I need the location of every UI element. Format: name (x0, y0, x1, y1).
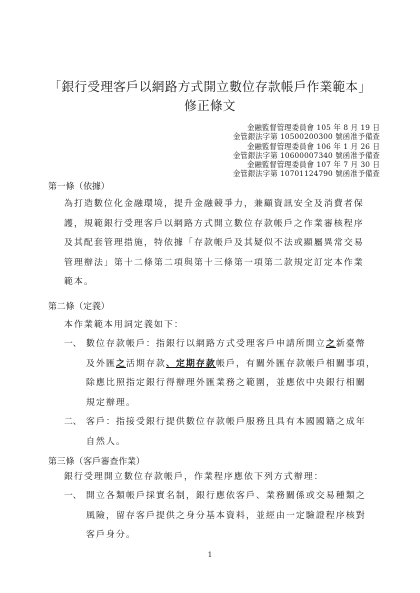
text-run: 新臺幣 (335, 339, 366, 349)
body-line: 及其配套管理措施，特依據「存款帳戶及其疑似不法或顯屬異常交易 (64, 238, 364, 248)
body-line: 範本。 (64, 277, 94, 287)
history-line: 金管銀法字第 10701124790 號函准予備查 (232, 169, 380, 179)
article-3-item-1 (86, 487, 366, 546)
history-line: 金管銀法字第 10500200300 號函准予備查 (232, 132, 380, 142)
document-title: 「銀行受理客戶以網路方式開立數位存款帳戶作業範本」 (48, 79, 372, 94)
article-1-heading: 第一條（依據） (48, 182, 110, 192)
body-line: 客戶身分。 (86, 530, 136, 540)
text-run: 活期存款 (126, 358, 166, 369)
body-line: 管理辦法」第十二條第二項與第十三條第一項第二款規定訂定本作業 (64, 257, 364, 268)
article-2-intro: 本作業範本用詞定義如下： (64, 320, 184, 330)
article-2-item-1 (86, 335, 376, 413)
document-subtitle: 修正條文 (184, 98, 236, 113)
article-2-heading: 第二條（定義） (48, 302, 110, 312)
history-line: 金管銀法字第 10600007340 號函准予備查 (232, 150, 380, 160)
history-line: 金融監督管理委員會 106 年 1 月 26 日 (247, 141, 380, 151)
text-run: 數位存款帳戶：指銀行以網路方式受理客戶申請所開立 (86, 339, 326, 349)
body-line: 除應比照指定銀行得辦理外匯業務之範圍，並應依中央銀行相關 (86, 378, 366, 388)
text-run: 帳戶，有關外匯存款帳戶相關事項， (216, 358, 376, 369)
body-line: 自然人。 (86, 436, 126, 447)
body-line (86, 335, 376, 355)
body-line: 為打造數位化金融環境，提升金融競爭力，兼顧資訊安全及消費者保 (64, 199, 364, 209)
amended-text: 、定期存款 (166, 358, 216, 369)
body-line: 規定辦理。 (86, 397, 136, 408)
article-2-item-2-number: 二、 (64, 417, 82, 427)
amended-text: 之 (116, 358, 126, 369)
article-3-item-1-number: 一、 (64, 491, 82, 501)
page-number: 1 (207, 551, 213, 559)
body-line: 護，規範銀行受理客戶以網路方式開立數位存款帳戶之作業審核程序 (64, 218, 364, 229)
history-line: 金融監督管理委員會 107 年 7 月 30 日 (247, 160, 380, 170)
approval-history (233, 123, 380, 179)
body-line: 客戶：指接受銀行提供數位存款帳戶服務且具有本國國籍之成年 (86, 417, 366, 427)
body-line (86, 355, 376, 375)
article-2-item-1-number: 一、 (64, 339, 82, 349)
history-line: 金融監督管理委員會 105 年 8 月 19 日 (247, 123, 380, 132)
article-3-intro: 銀行受理開立數位存款帳戶，作業程序應依下列方式辦理： (64, 472, 324, 482)
body-line: 開立各類帳戶採實名制，銀行應依客戶、業務關係或交易種類之 (86, 491, 366, 501)
article-1-body (64, 195, 364, 293)
amended-text: 之 (325, 339, 336, 349)
article-2-item-2 (86, 413, 366, 452)
body-line: 風險，留存客戶提供之身分基本資料，並經由一定驗證程序核對 (86, 510, 366, 521)
article-3-heading: 第三條（客戶審查作業） (48, 457, 145, 467)
text-run: 及外匯 (86, 358, 116, 369)
